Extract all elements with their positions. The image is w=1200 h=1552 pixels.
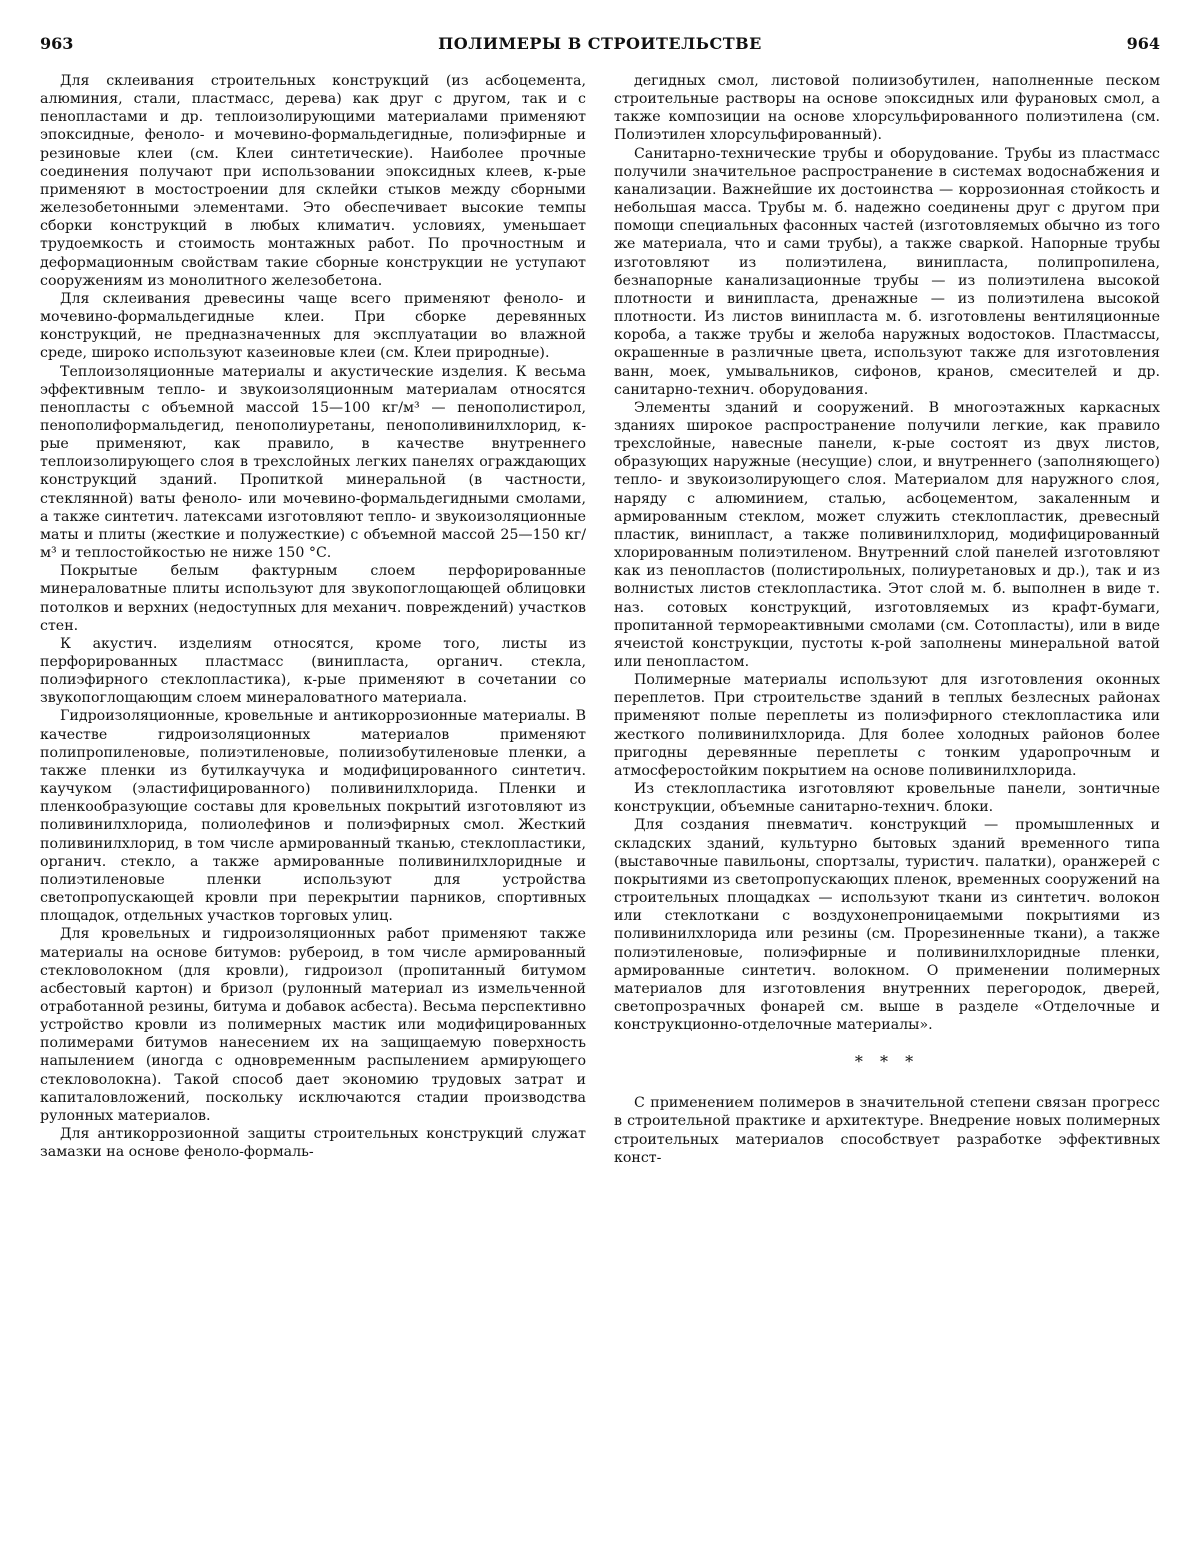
section-separator: * * * (854, 1052, 920, 1072)
paragraph: К акустич. изделиям относятся, кроме того, листы из перфорированных пластмасс (винипласта, органич. стекла, полиэфирного стеклопластика), к-рые применяют в сочетании со звукопоглощающим слоем минераловатного материала. (40, 635, 586, 707)
page-number-left: 963 (40, 34, 74, 53)
right-column (614, 72, 1160, 1542)
paragraph: Санитарно-технические трубы и оборудование. Трубы из пластмасс получили значительное распространение в системах водоснабжения и канализации. Важнейшие их достоинства — коррозионная стойкость и небольшая масса. Трубы м. б. надежно соединены друг с другом при помощи специальных фасонных частей (изготовляемых обычно из того же материала, что и сами трубы), а также сваркой. Напорные трубы изготовляют из полиэтилена, винипласта, полипропилена, безнапорные канализационные трубы — из полиэтилена высокой плотности и винипласта, дренажные — из полиэтилена высокой плотности. Из листов винипласта м. б. изготовлены вентиляционные короба, а также трубы и желоба наружных водостоков. Пластмассы, окрашенные в различные цвета, используют также для изготовления ванн, моек, умывальников, сифонов, кранов, смесителей и др. санитарно-технич. оборудования. (614, 145, 1160, 398)
paragraph: Полимерные материалы используют для изготовления оконных переплетов. При строительстве зданий в теплых безлесных районах применяют полые переплеты из полиэфирного стеклопластика или жесткого поливинилхлорида. Для более холодных районов более пригодны деревянные переплеты с тонким ударопрочным и атмосферостойким покрытием на основе поливинилхлорида. (614, 672, 1160, 779)
paragraph: Покрытые белым фактурным слоем перфорированные минераловатные плиты используют для звукопоглощающей облицовки потолков и верхних (недоступных для механич. повреждений) участков стен. (40, 563, 586, 634)
paragraph: Из стеклопластика изготовляют кровельные панели, зонтичные конструкции, объемные санитарно-технич. блоки. (614, 781, 1160, 816)
paragraph: Для создания пневматич. конструкций — промышленных и складских зданий, культурно бытовых зданий временного типа (выставочные павильоны, спортзалы, туристич. палатки), оранжерей с покрытиями из светопропускающих пленок, временных сооружений на строительных площадках — используют ткани из синтетич. волокон или стеклоткани с воздухонепроницаемыми покрытиями из поливинилхлорида или резины (см. Прорезиненные ткани), а также полиэтиленовые, полиэфирные и поливинилхлоридные пленки, армированные синтетич. волокном. О применении полимерных материалов для изготовления внутренних перегородок, дверей, светопрозрачных фонарей см. выше в разделе «Отделочные и конструкционно-отделочные материалы». (614, 817, 1160, 1034)
paragraph: Теплоизоляционные материалы и акустические изделия. К весьма эффективным тепло- и звукоизоляционным материалам относятся пенопласты с объемной массой 15—100 кг/м³ — пенополистирол, пенополиформальдегид, пенополиуретаны, пенополивинилхлорид, к-рые применяют, как правило, в качестве внутреннего теплоизолирующего слоя в трехслойных легких панелях ограждающих конструкций зданий. Пропиткой минеральной (в частности, стеклянной) ваты феноло- или мочевино-формальдегидными смолами, а также синтетич. латексами изготовляют тепло- и звукоизоляционные маты и плиты (жесткие и полужесткие) с объемной массой 25—150 кг/м³ и теплостойкостью не ниже 150 °С. (40, 363, 586, 562)
paragraph: дегидных смол, листовой полиизобутилен, наполненные песком строительные растворы на основе эпоксидных или фурановых смол, а также композиции на основе хлорсульфированного полиэтилена (см. Полиэтилен хлорсульфированный). (614, 73, 1160, 144)
page-number-right: 964 (1126, 34, 1160, 53)
page-header (40, 34, 1160, 60)
paragraph: Элементы зданий и сооружений. В многоэтажных каркасных зданиях широкое распространение получили легкие, как правило трехслойные, навесные панели, к-рые состоят из двух листов, образующих наружные (несущие) слои, и внутреннего (заполняющего) тепло- и звукоизолирующего слоя. Материалом для наружного слоя, наряду с алюминием, сталью, асбоцементом, закаленным и армированным стеклом, может служить стеклопластик, древесный пластик, винипласт, а также поливинилхлорид, модифицированный хлорированным полиэтиленом. Внутренний слой панелей изготовляют как из пенопластов (полистирольных, полиуретановых и др.), так и из волнистых листов стеклопластика. Этот слой м. б. выполнен в виде т. наз. сотовых конструкций, изготовляемых из крафт-бумаги, пропитанной термореактивными смолами (см. Сотопласты), или в виде ячеистой конструкции, пустоты к-рой заполнены минеральной ватой или пенопластом. (614, 399, 1160, 670)
running-title: ПОЛИМЕРЫ В СТРОИТЕЛЬСТВЕ (438, 34, 762, 53)
paragraph: Для антикоррозионной защиты строительных конструкций служат замазки на основе феноло-формаль- (40, 1126, 586, 1161)
paragraph: Для склеивания древесины чаще всего применяют феноло- и мочевино-формальдегидные клеи. При сборке деревянных конструкций, не предназначенных для эксплуатации во влажной среде, широко используют казеиновые клеи (см. Клеи природные). (40, 290, 586, 362)
paragraph: С применением полимеров в значительной степени связан прогресс в строительной практике и архитектуре. Внедрение новых полимерных строительных материалов способствует разработке эффективных конст- (614, 1095, 1160, 1166)
text-columns (40, 72, 1160, 1542)
left-column (40, 72, 586, 1542)
paragraph: Для склеивания строительных конструкций (из асбоцемента, алюминия, стали, пластмасс, дерева) как друг с другом, так и с пенопластами и др. теплоизолирующими материалами применяют эпоксидные, феноло- и мочевино-формальдегидные, полиэфирные и резиновые клеи (см. Клеи синтетические). Наиболее прочные соединения получают при использовании эпоксидных клеев, к-рые применяют в мостостроении для склейки стыков между сборными железобетонными элементами. Это обеспечивает высокие темпы сборки конструкций в любых климатич. условиях, уменьшает трудоемкость и стоимость монтажных работ. По прочностным и деформационным свойствам такие сборные конструкции не уступают сооружениям из монолитного железобетона. (40, 73, 586, 289)
paragraph: Для кровельных и гидроизоляционных работ применяют также материалы на основе битумов: рубероид, в том числе армированный стекловолокном (для кровли), гидроизол (пропитанный битумом асбестовый картон) и бризол (рулонный материал из измельченной отработанной резины, битума и добавок асбеста). Весьма перспективно устройство кровли из полимерных мастик или модифицированных полимерами битумов нанесением их на защищаемую поверхность напылением (иногда с одновременным распылением армирующего стекловолокна). Такой способ дает экономию трудовых затрат и капиталовложений, поскольку исключаются стадии производства рулонных материалов. (40, 926, 586, 1124)
paragraph: Гидроизоляционные, кровельные и антикоррозионные материалы. В качестве гидроизоляционных материалов применяют полипропиленовые, полиэтиленовые, полиизобутиленовые пленки, а также пленки из бутилкаучука и модифицированного синтетич. каучуком (эластифицированного) поливинилхлорида. Пленки и пленкообразующие составы для кровельных покрытий изготовляют из поливинилхлорида, полиолефинов и полиэфирных смол. Жесткий поливинилхлорид, в том числе армированный тканью, стеклопластики, органич. стекло, а также армированные поливинилхлоридные и полиэтиленовые пленки используют для устройства светопропускающей кровли при перекрытии парников, спортивных площадок, отдельных участков торговых улиц. (40, 708, 586, 925)
